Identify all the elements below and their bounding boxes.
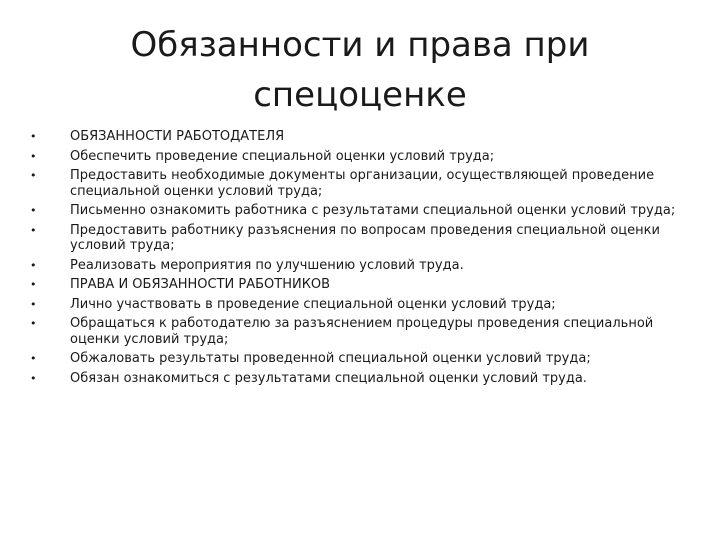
bullet-text: Письменно ознакомить работника с результатами специальной оценки условий труда; (70, 203, 676, 218)
bullet-icon: • (30, 352, 37, 365)
slide-title-line-2: спецоценке (253, 75, 467, 115)
bullet-text: ОБЯЗАННОСТИ РАБОТОДАТЕЛЯ (70, 129, 285, 144)
bullet-text: Обеспечить проведение специальной оценки условий труда; (70, 148, 495, 164)
bullet-item (30, 371, 690, 387)
bullet-item-employer-duties-heading (30, 129, 690, 145)
slide-title-line-1: Обязанности и права при (130, 25, 590, 65)
bullet-list (30, 129, 690, 390)
bullet-icon: • (30, 297, 37, 311)
bullet-item-employee-rights-heading (30, 277, 690, 293)
bullet-text: ПРАВА И ОБЯЗАННОСТИ РАБОТНИКОВ (70, 277, 331, 292)
bullet-icon: • (30, 149, 37, 163)
bullet-item (30, 316, 690, 347)
bullet-text: Обжаловать результаты проведенной специальной оценки условий труда; (70, 351, 591, 366)
bullet-icon: • (30, 278, 37, 291)
bullet-icon: • (30, 371, 37, 385)
bullet-icon: • (30, 130, 37, 143)
slide-title (100, 20, 620, 120)
bullet-item (30, 149, 690, 165)
bullet-item (30, 223, 690, 254)
bullet-icon: • (30, 317, 37, 330)
bullet-text: Предоставить работнику разъяснения по вопросам проведения специальной оценки условий труда; (70, 222, 660, 253)
bullet-text: Обращаться к работодателю за разъяснением процедуры проведения специальной оценки условий труда; (70, 316, 654, 347)
bullet-icon: • (30, 258, 37, 272)
bullet-icon: • (30, 223, 37, 237)
bullet-text: Лично участвовать в проведение специальной оценки условий труда; (70, 296, 556, 312)
bullet-text: Предоставить необходимые документы организации, осуществляющей проведение специальной оценки условий труда; (70, 168, 655, 199)
bullet-item (30, 297, 690, 313)
bullet-text: Обязан ознакомиться с результатами специальной оценки условий труда. (70, 370, 587, 386)
bullet-icon: • (30, 169, 37, 182)
bullet-item (30, 168, 690, 199)
bullet-icon: • (30, 204, 37, 217)
bullet-item (30, 203, 690, 219)
bullet-item (30, 258, 690, 274)
bullet-text: Реализовать мероприятия по улучшению условий труда. (70, 257, 464, 273)
bullet-item (30, 351, 690, 367)
